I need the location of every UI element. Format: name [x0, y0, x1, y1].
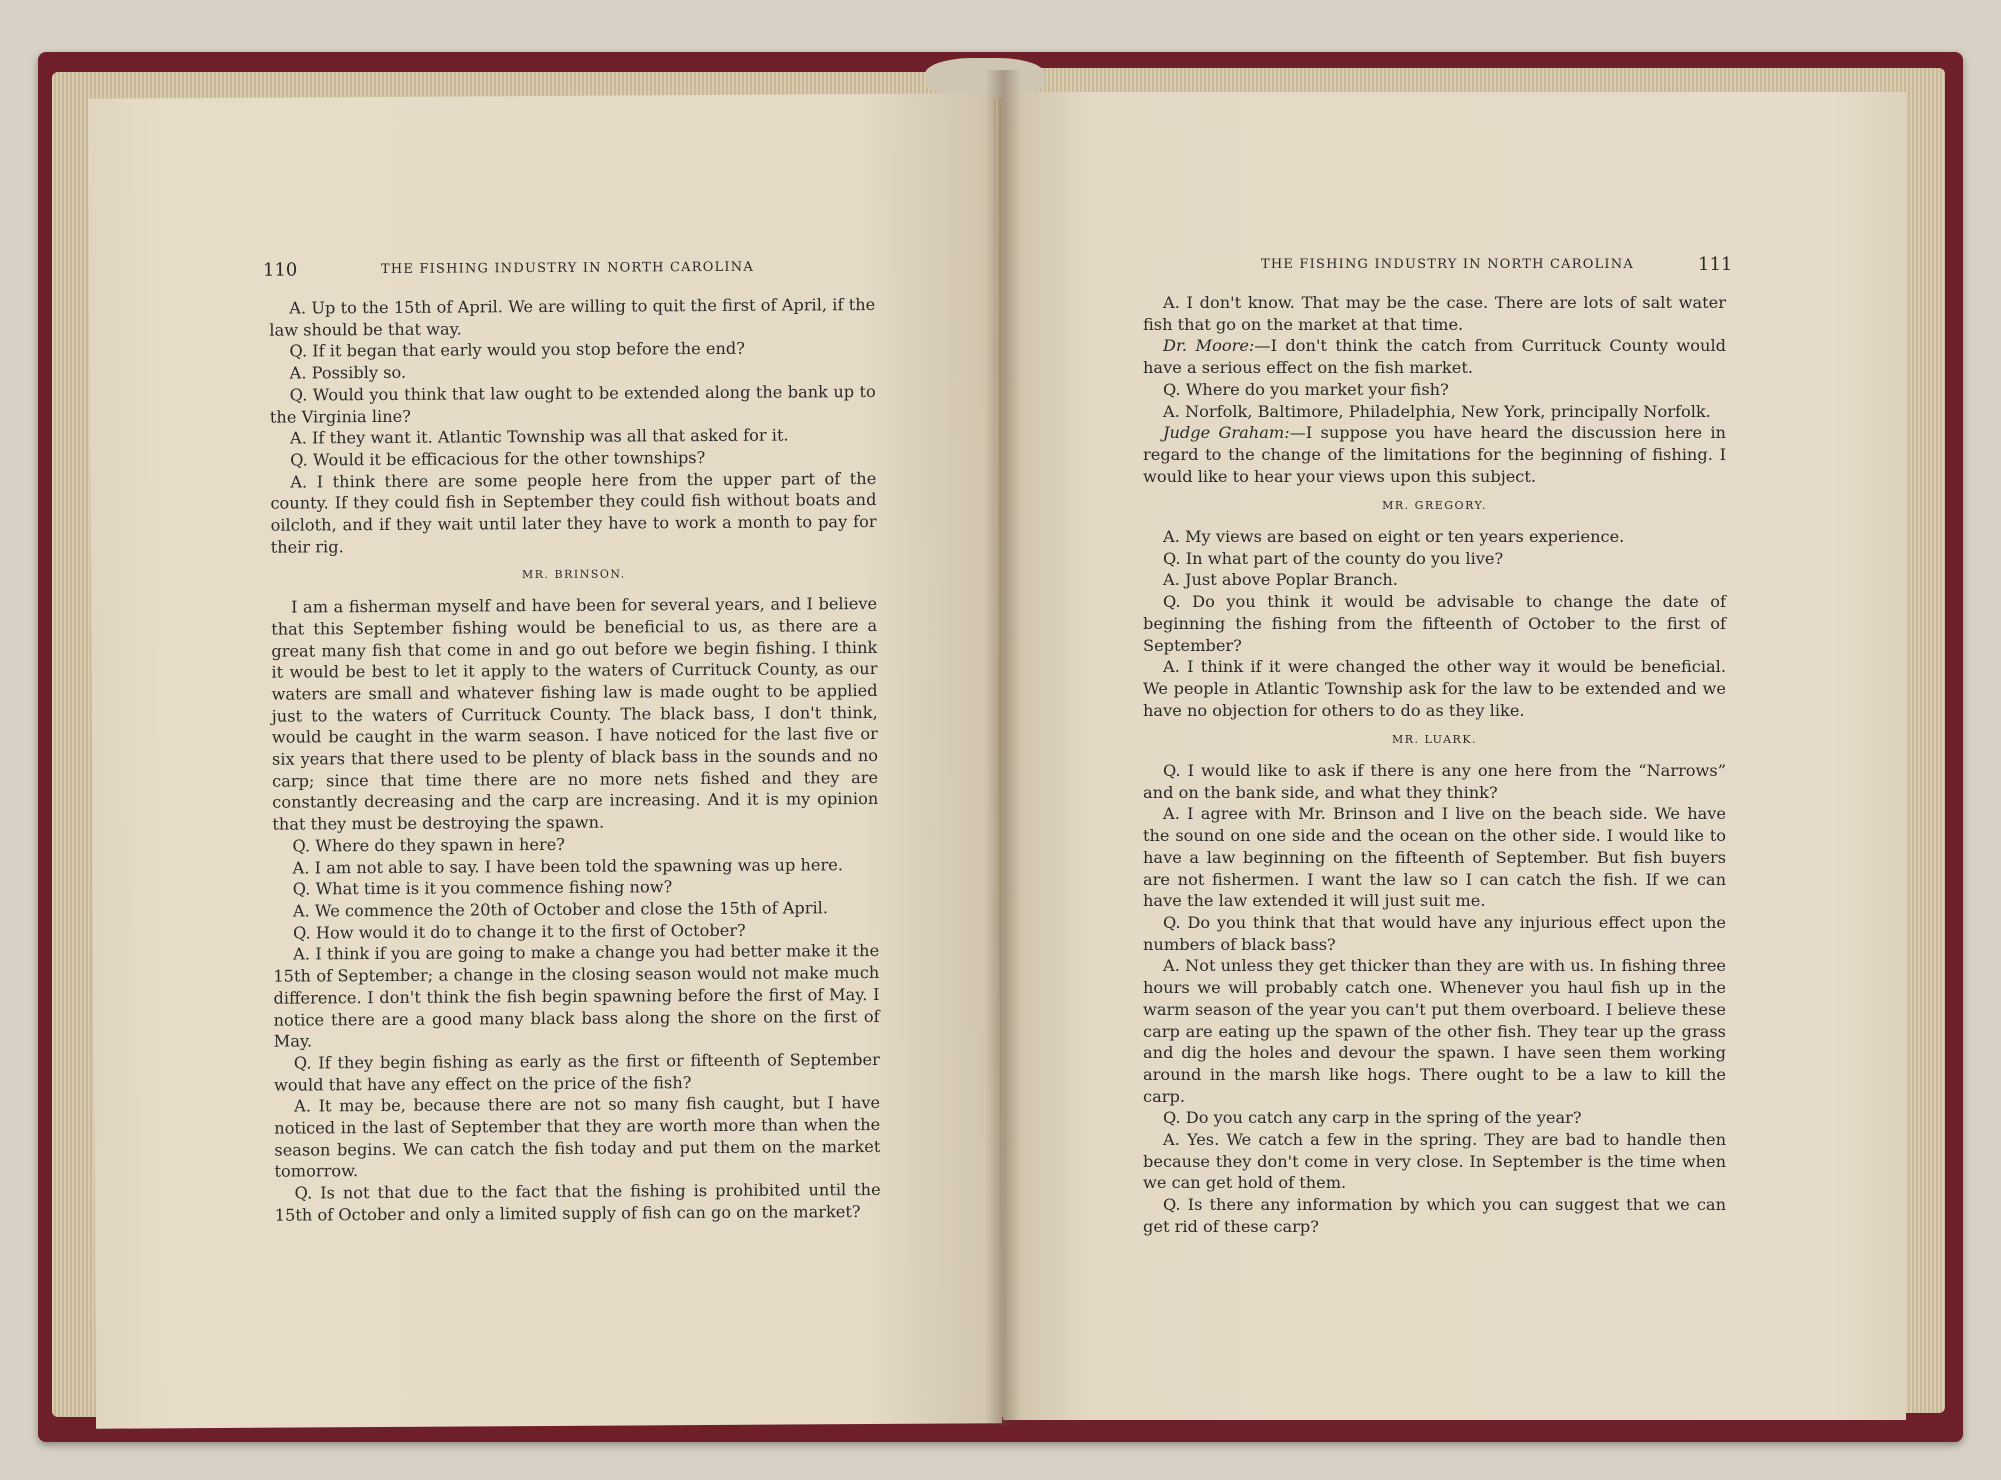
speaker-heading: MR. GREGORY.: [1382, 499, 1487, 513]
right-page: [1003, 92, 1906, 1420]
paragraph: Q. How would it do to change it to the first of October?: [292, 920, 746, 943]
paragraph: Q. If they begin fishing as early as the first or fifteenth of September would that have any effect on the price of the fish?: [273, 1049, 880, 1095]
paragraph: Q. In what part of the county do you live?: [1163, 548, 1504, 568]
paragraph: A. Norfolk, Baltimore, Philadelphia, New York, principally Norfolk.: [1163, 401, 1711, 421]
paragraph: A. Not unless they get thicker than they are with us. In fishing three hours we will probably catch one. Whenever you haul fish up in the warm season of the year you can't put them overboard. I believe these carp are eating up the spawn of the other fish. They tear up the grass and dig the holes and devour the spawn. I have seen them working around in the marsh like hogs. There ought to be a law to kill the carp.: [1143, 956, 1726, 1106]
paragraph: A. Yes. We catch a few in the spring. They are bad to handle then because they don't come in very close. In September is the time when we can get hold of them.: [1143, 1130, 1726, 1193]
paragraph: A. I think there are some people here from the upper part of the county. If they could fish in September they could fish without boats and oilcloth, and if they wait until later they have to work a month to pay for their rig.: [270, 468, 877, 557]
left-page: [88, 93, 1002, 1429]
paragraph: A. Up to the 15th of April. We are willing to quit the first of April, if the law should be that way.: [269, 294, 876, 340]
paragraph: Q. Where do you market your fish?: [1163, 379, 1449, 399]
paragraph: Q. Would you think that law ought to be extended along the bank up to the Virginia line?: [269, 381, 876, 427]
paragraph: Q. If it began that early would you stop before the end?: [289, 339, 745, 361]
paragraph: Q. Do you catch any carp in the spring of the year?: [1163, 1108, 1582, 1128]
paragraph: A. It may be, because there are not so many fish caught, but I have noticed in the last of September that they are worth more than when the season begins. We can catch the fish today and put them on the market tomorrow.: [274, 1093, 881, 1182]
paragraph: Q. Where do they spawn in here?: [292, 834, 565, 856]
paragraph: Q. Is there any information by which you can suggest that we can get rid of these carp?: [1143, 1195, 1726, 1236]
right-running-head: THE FISHING INDUSTRY IN NORTH CAROLINA: [1261, 257, 1634, 272]
left-page-body: [269, 294, 881, 1226]
right-page-body: [1143, 292, 1726, 1238]
paragraph: A. Possibly so.: [289, 362, 407, 383]
paragraph: A. We commence the 20th of October and close the 15th of April.: [292, 898, 829, 921]
left-page-number: 110: [262, 259, 298, 281]
speaker-name: Judge Graham:: [1163, 423, 1290, 443]
paragraph: [1143, 422, 1726, 487]
paragraph: [1143, 335, 1726, 378]
speaker-heading: MR. BRINSON.: [521, 567, 626, 582]
speaker-heading: MR. LUARK.: [1391, 733, 1478, 747]
left-running-head: THE FISHING INDUSTRY IN NORTH CAROLINA: [380, 259, 754, 277]
paragraph-text: —I don't think the catch from Currituck County would have a serious effect on the fish market.: [1143, 336, 1726, 378]
speaker-name: Dr. Moore:: [1163, 336, 1255, 356]
paragraph: A. My views are based on eight or ten years experience.: [1163, 527, 1625, 547]
paragraph: A. I think if it were changed the other way it would be beneficial. We people in Atlantic Township ask for the law to be extended and we have no objection for others to do as they like.: [1143, 657, 1726, 720]
book-gutter: [985, 70, 1021, 1425]
paragraph: A. Just above Poplar Branch.: [1163, 570, 1398, 590]
paragraph: Q. Do you think it would be advisable to change the date of beginning the fishing from the fifteenth of October to the first of September?: [1143, 592, 1726, 655]
paragraph: Q. Would it be efficacious for the other townships?: [290, 447, 706, 470]
right-page-number: 111: [1698, 254, 1733, 275]
paragraph: A. I agree with Mr. Brinson and I live on the beach side. We have the sound on one side and the ocean on the other side. I would like to have a law beginning on the fifteenth of September. But fish buyers are not fishermen. I want the law so I can catch the fish. If we can have the law extended it will just suit me.: [1143, 804, 1726, 911]
paragraph: Q. What time is it you commence fishing now?: [292, 877, 673, 899]
paragraph: I am a fisherman myself and have been for several years, and I believe that this September fishing would be beneficial to us, as there are a great many fish that come in and go out before we begin fishing. I think it would be best to let it apply to the waters of Currituck County, as our waters are small and whatever fishing law is made ought to be applied just to the waters of Currituck County. The black bass, I don't think, would be caught in the warm season. I have noticed for the last five or six years that there used to be plenty of black bass in the sounds and no carp; since that time there are no more nets fished and they are constantly decreasing and the carp are increasing. And it is my opinion that they must be destroying the spawn.: [271, 594, 879, 834]
paragraph: A. I don't know. That may be the case. There are lots of salt water fish that go on the market at that time.: [1143, 293, 1726, 334]
paragraph-text: —I suppose you have heard the discussion here in regard to the change of the limitations for the beginning of fishing. I would like to hear your views upon this subject.: [1143, 423, 1726, 486]
paragraph: Q. Do you think that that would have any injurious effect upon the numbers of black bass?: [1143, 912, 1726, 954]
paragraph: Q. I would like to ask if there is any one here from the “Narrows” and on the bank side, and what they think?: [1143, 761, 1726, 802]
paragraph: A. If they want it. Atlantic Township was all that asked for it.: [289, 425, 789, 448]
paragraph: A. I am not able to say. I have been told the spawning was up here.: [292, 854, 843, 878]
paragraph: A. I think if you are going to make a change you had better make it the 15th of September; a change in the closing season would not make much difference. I don't think the fish begin spawning before the first of May. I notice there are a good many black bass along the shore on the first of May.: [273, 941, 880, 1051]
paragraph: Q. Is not that due to the fact that the fishing is prohibited until the 15th of October and only a limited supply of fish can go on the market?: [274, 1180, 881, 1225]
